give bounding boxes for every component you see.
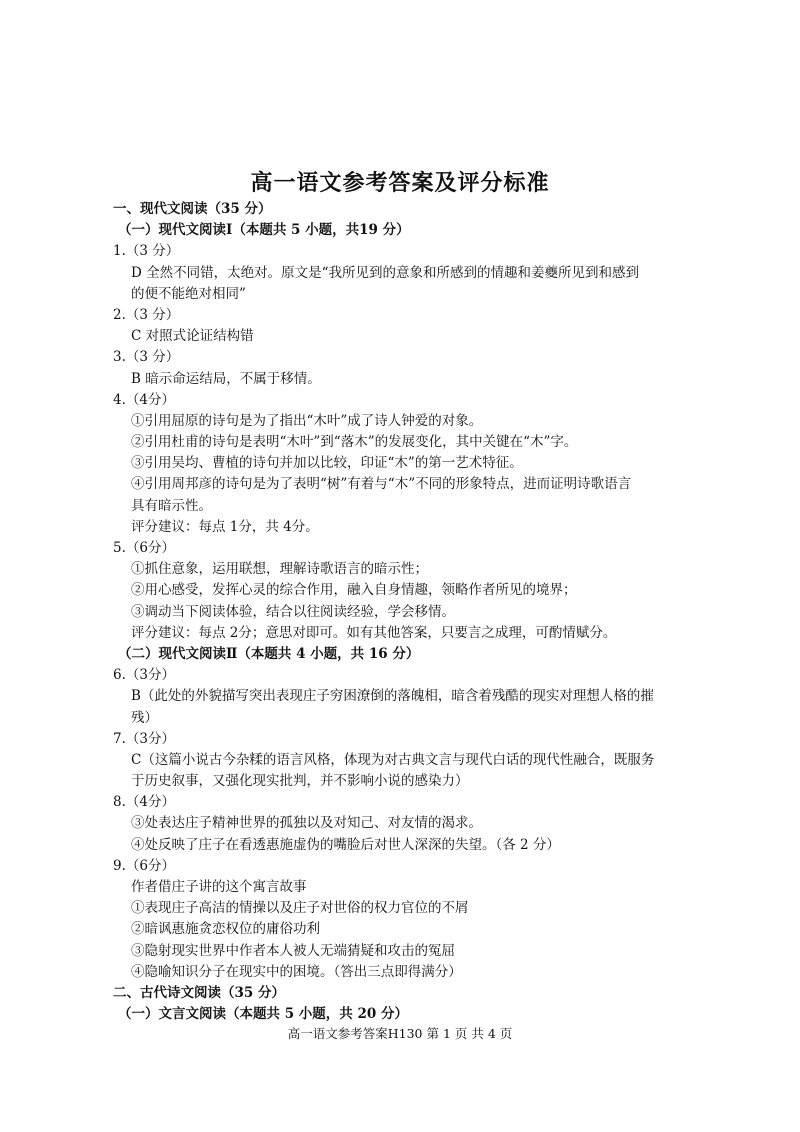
answer-line: 6.（3分） <box>113 667 175 684</box>
answer-line: ①引用屈原的诗句是为了指出“木叶”成了诗人钟爱的对象。 <box>131 412 483 429</box>
answer-line: ①抓住意象，运用联想，理解诗歌语言的暗示性； <box>131 561 428 578</box>
answer-line: 3.（3 分） <box>113 349 180 366</box>
answer-line: ②引用杜甫的诗句是表明“木叶”到“落木”的发展变化，其中关键在“木”字。 <box>131 434 578 451</box>
answer-line: C（这篇小说古今杂糅的语言风格，体现为对古典文言与现代白话的现代性融合，既服务 <box>131 751 655 768</box>
answer-line: ④引用周邦彦的诗句是为了表明“树”有着与“木”不同的形象特点，进而证明诗歌语言 <box>131 476 632 493</box>
answer-line: ③处表达庄子精神世界的孤独以及对知己、对友情的渴求。 <box>131 815 482 832</box>
answer-line: 评分建议：每点 2分；意思对即可。如有其他答案，只要言之成理，可酌情赋分。 <box>131 624 617 641</box>
answer-line: 于历史叙事，又强化现实批判，并不影响小说的感染力） <box>131 773 469 790</box>
answer-line: D 全然不同错，太绝对。原文是“我所见到的意象和所感到的情趣和姜夔所见到和感到 <box>131 264 640 281</box>
section-heading: （二）现代文阅读Ⅱ（本题共 4 小题，共 16 分） <box>118 645 420 662</box>
answer-line: ②暗讽惠施贪恋权位的庸俗功利 <box>131 921 320 938</box>
answer-line: ①表现庄子高洁的情操以及庄子对世俗的权力官位的不屑 <box>131 900 469 917</box>
answer-line: 5.（6分） <box>113 540 175 556</box>
page-footer: 高一语文参考答案H130 第 1 页 共 4 页 <box>287 1026 513 1041</box>
answer-line: 7.（3分） <box>113 730 175 747</box>
answer-line: ③调动当下阅读体验，结合以往阅读经验，学会移情。 <box>131 603 455 620</box>
answer-line: 1.（3 分） <box>113 243 180 260</box>
answer-line: ③隐射现实世界中作者本人被人无端猜疑和攻击的冤屈 <box>131 942 455 959</box>
answer-line: ③引用吴均、曹植的诗句并加以比较，印证“木”的第一艺术特征。 <box>131 455 523 472</box>
answer-line: 残） <box>131 709 158 726</box>
answer-line: 9.（6分） <box>113 857 175 874</box>
answer-line: C 对照式论证结构错 <box>131 328 254 345</box>
answer-line: 8.（4分） <box>113 794 175 811</box>
section-heading: 一、现代文阅读（35 分） <box>113 201 272 217</box>
answer-body <box>113 199 693 1025</box>
answer-line: ④处反映了庄子在看透惠施虚伪的嘴脸后对世人深深的失望。（各 2 分） <box>131 836 560 853</box>
section-heading: （一）现代文阅读Ⅰ（本题共 5 小题，共19 分） <box>118 222 410 239</box>
answer-line: 具有暗示性。 <box>131 497 212 514</box>
answer-line: B（此处的外貌描写突出表现庄子穷困潦倒的落魄相，暗含着残酷的现实对理想人格的摧 <box>131 688 654 705</box>
answer-line: ④隐喻知识分子在现实中的困境。（答出三点即得满分） <box>131 963 462 980</box>
section-heading: 二、古代诗文阅读（35 分） <box>113 984 285 1001</box>
answer-line: ②用心感受，发挥心灵的综合作用，融入自身情趣，领略作者所见的境界； <box>131 582 577 599</box>
answer-line: B 暗示命运结局，不属于移情。 <box>131 370 321 387</box>
answer-line: 的便不能绝对相同” <box>131 285 246 302</box>
section-heading: （一）文言文阅读（本题共 5 小题，共 20 分） <box>118 1006 408 1023</box>
page-title: 高一语文参考答案及评分标准 <box>250 170 550 196</box>
answer-line: 作者借庄子讲的这个寓言故事 <box>131 879 307 895</box>
answer-line: 4.（4分） <box>113 391 175 408</box>
answer-line: 评分建议：每点 1分，共 4分。 <box>131 518 319 535</box>
answer-line: 2.（3 分） <box>113 306 180 323</box>
